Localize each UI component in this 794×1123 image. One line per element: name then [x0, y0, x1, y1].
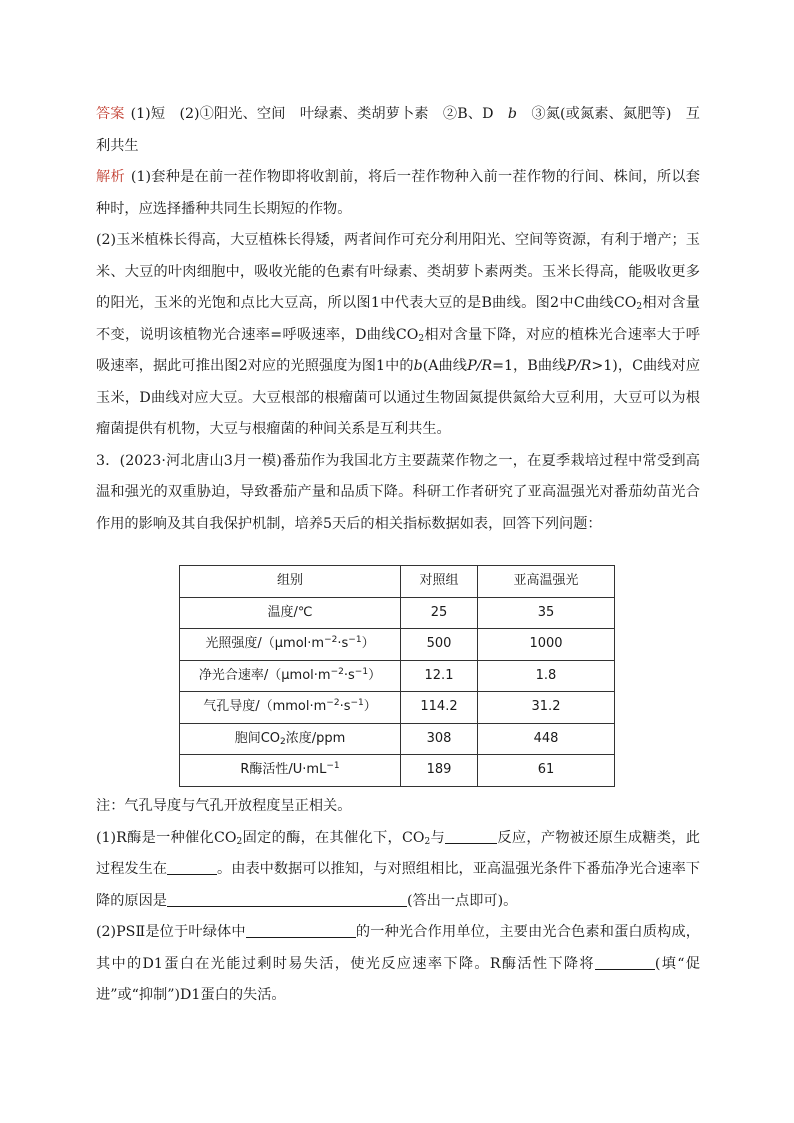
table-header-cell: 对照组	[401, 566, 478, 598]
analysis-text-2c: 相对含量下降，对应的植株光合速率大于呼吸速率，据此可推出图2对应的光照强度为图1中的	[96, 326, 700, 374]
subscript-2: 2	[424, 836, 431, 847]
row-label: 温度/℃	[180, 597, 401, 629]
control-value: 500	[401, 629, 478, 661]
data-table	[179, 565, 615, 787]
treatment-value: 35	[478, 597, 615, 629]
row-label: 净光合速率$/(\mu mol\cdot m^{-2}\cdot s^{-1})$	[180, 660, 401, 692]
table-row	[180, 660, 615, 692]
answer-label: 答案	[96, 106, 125, 122]
subscript-2: 2	[636, 302, 643, 312]
analysis-text-2d: (A曲线	[422, 358, 468, 374]
analysis-paragraph-2	[96, 225, 700, 446]
answer-text-1: (1)短 (2)①阳光、空间 叶绿素、类胡萝卜素 ②B、D	[130, 106, 508, 122]
control-value: 25	[401, 597, 478, 629]
table-header-cell: 组别	[180, 566, 401, 598]
analysis-text-2e: =1，B曲线	[492, 358, 567, 374]
answer-text-2: ③氮(或氮素、氮肥等) 互利共生	[96, 106, 700, 154]
answer-blank-5[interactable]	[595, 955, 655, 970]
main-content	[96, 99, 700, 540]
answer-blank-2[interactable]	[167, 860, 217, 875]
control-value: 308	[401, 723, 478, 755]
sub-question-1: (1)R酶是一种催化$CO_2$固定的酶，在其催化下，$CO_2$与 反应，产物被还原生成糖类，此过程发生在 。由表中数据可以推知，与对照组相比，亚高温强光条件下番茄净光合速率下降的原因是 (答出一点即可)。	[96, 829, 700, 909]
table-note: 注：气孔导度与气孔开放程度呈正相关。	[96, 798, 352, 814]
sub-question-2: (2)PSⅡ是位于叶绿体中 的一种光合作用单位，主要由光合色素和蛋白质构成，其中的D1蛋白在光能过剩时易失活，使光反应速率下降。R酶活性下降将 (填“促进”或“抑制”)D1蛋白的失活。	[96, 924, 700, 1003]
answer-blank-3[interactable]	[167, 892, 407, 907]
control-value: 114.2	[401, 692, 478, 724]
table-header-cell: 亚高温强光	[478, 566, 615, 598]
analysis-text-1: (1)套种是在前一茬作物即将收割前，将后一茬作物种入前一茬作物的行间、株间，所以套种时，应选择播种共同生长期短的作物。	[96, 169, 700, 217]
answer-paragraph	[96, 99, 700, 162]
ratio-pr-2: P/R	[566, 358, 592, 374]
table-row	[180, 692, 615, 724]
table-header-row	[180, 566, 615, 598]
treatment-value: 1000	[478, 629, 615, 661]
table-row	[180, 629, 615, 661]
table-row	[180, 597, 615, 629]
ratio-pr-1: P/R	[467, 358, 493, 374]
answer-blank-4[interactable]	[246, 923, 356, 938]
subscript-2: 2	[418, 333, 425, 344]
answer-blank-1[interactable]	[445, 829, 497, 844]
analysis-text-2a: (2)玉米植株长得高，大豆植株长得矮，两者间作可充分利用阳光、空间等资源，有利于增产；玉米、大豆的叶肉细胞中，吸收光能的色素有叶绿素、类胡萝卜素两类。玉米长得高，能吸收更多的阳光，玉米的光饱和点比大豆高，所以图1中代表大豆的是B曲线。图2中C曲线CO	[96, 232, 700, 311]
control-value: 189	[401, 755, 478, 787]
row-label: 气孔导度$/(mmol\cdot m^{-2}\cdot s^{-1})$	[180, 692, 401, 724]
row-label: R酶活性$/U\cdot mL^{-1}$	[180, 755, 401, 787]
row-label: 光照强度$/(\mu mol\cdot m^{-2}\cdot s^{-1})$	[180, 629, 401, 661]
analysis-b-letter: b	[413, 358, 423, 374]
table-row	[180, 723, 615, 755]
analysis-text-2f: >1)，C曲线对应玉米，D曲线对应大豆。大豆根部的根瘤菌可以通过生物固氮提供氮给大豆利用，大豆可以为根瘤菌提供有机物，大豆与根瘤菌的种间关系是互利共生。	[96, 358, 701, 437]
treatment-value: 61	[478, 755, 615, 787]
questions-after-table	[96, 791, 700, 1012]
subscript-2: 2	[236, 836, 243, 847]
row-label: 胞间$CO_2$浓度/ppm	[180, 723, 401, 755]
table-row	[180, 755, 615, 787]
control-value: 12.1	[401, 660, 478, 692]
analysis-paragraph-1	[96, 162, 700, 225]
treatment-value: 448	[478, 723, 615, 755]
question-3-intro: 3．(2023·河北唐山3月一模)番茄作为我国北方主要蔬菜作物之一，在夏季栽培过程中常受到高温和强光的双重胁迫，导致番茄产量和品质下降。科研工作者研究了亚高温强光对番茄幼苗光合作用的影响及其自我保护机制，培养5天后的相关指标数据如表，回答下列问题：	[96, 452, 700, 532]
answer-b-letter: b	[507, 106, 517, 122]
analysis-label: 解析	[96, 169, 125, 185]
treatment-value: 31.2	[478, 692, 615, 724]
treatment-value: 1.8	[478, 660, 615, 692]
analysis-text-2b: 相对含量不变，说明该植物光合速率=呼吸速率，D曲线CO	[96, 295, 700, 343]
